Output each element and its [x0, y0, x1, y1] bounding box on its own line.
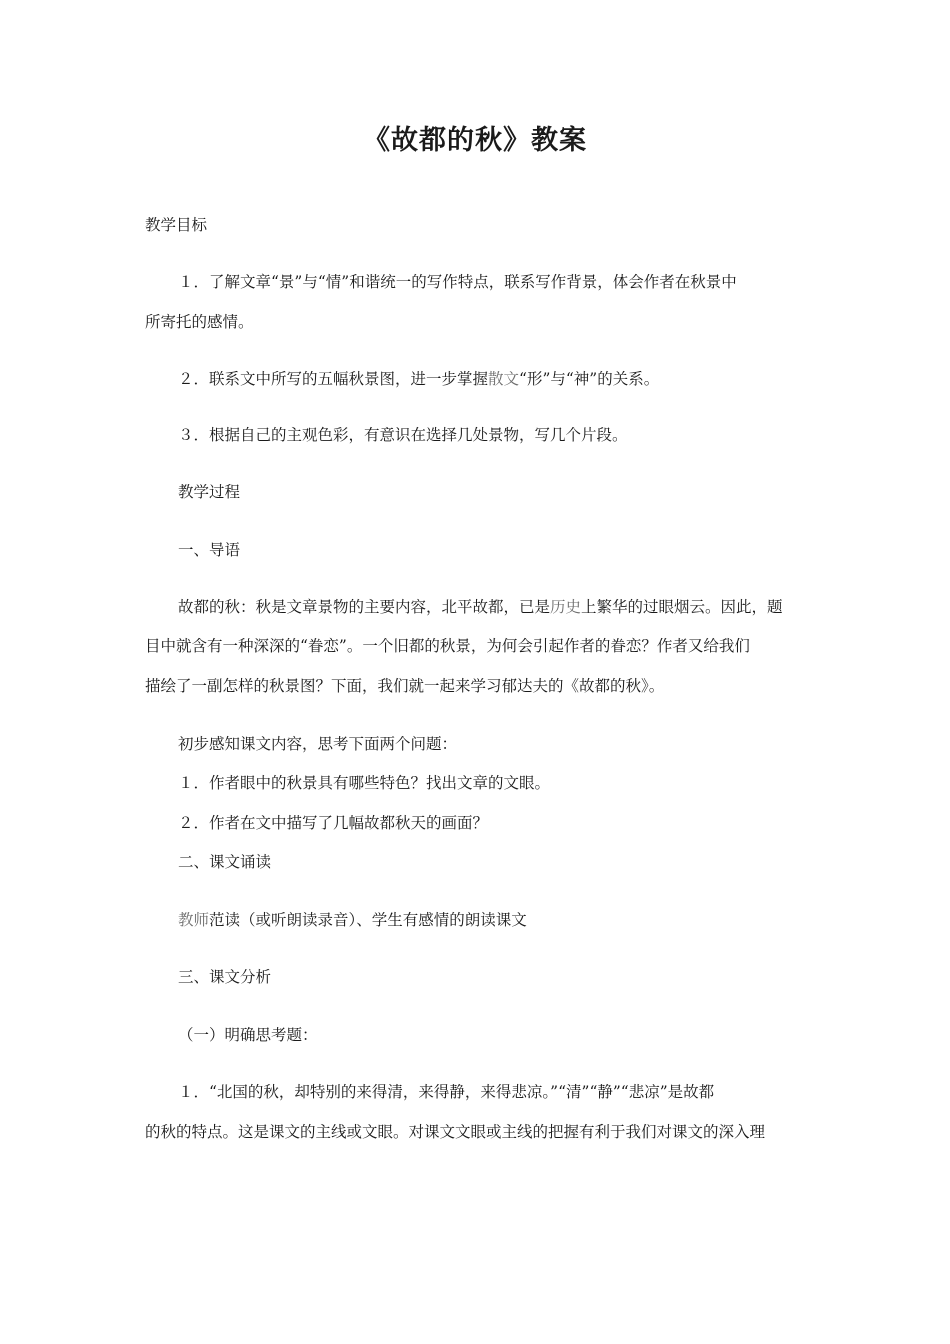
preview-lead: 初步感知课文内容，思考下面两个问题：: [178, 735, 458, 753]
intro-line-1-pre: 故都的秋：秋是文章景物的主要内容，北平故都，已是: [178, 598, 551, 616]
history-link[interactable]: 历史: [550, 598, 582, 616]
document-title: 《故都的秋》教案: [363, 125, 587, 156]
intro-line-1: [178, 597, 783, 617]
intro-line-2: 目中就含有一种深深的“眷恋”。一个旧都的秋景，为何会引起作者的眷恋？作者又给我们: [145, 637, 750, 655]
process-heading: 教学过程: [178, 483, 241, 501]
preview-question-1: １．作者眼中的秋景具有哪些特色？找出文章的文眼。: [178, 774, 551, 792]
reading-text: 范读（或听朗读录音）、学生有感情的朗读课文: [209, 911, 527, 929]
objective-1-line-1: １．了解文章“景”与“情”和谐统一的写作特点，联系写作背景，体会作者在秋景中: [178, 273, 737, 291]
subsection-1-heading: （一）明确思考题：: [178, 1026, 318, 1044]
section-3-heading: 三、课文分析: [178, 968, 272, 986]
objective-2-text-post: “形”与“神”的关系。: [519, 370, 660, 388]
reading-line: [178, 910, 527, 930]
objective-2-text-pre: ２．联系文中所写的五幅秋景图，进一步掌握: [178, 370, 489, 388]
intro-line-3: 描绘了一副怎样的秋景图？下面，我们就一起来学习郁达夫的《故都的秋》。: [145, 677, 665, 695]
objective-1-line-2: 所寄托的感情。: [145, 313, 254, 331]
teacher-link[interactable]: 教师: [178, 911, 210, 929]
objectives-heading: 教学目标: [145, 216, 208, 234]
prose-link[interactable]: 散文: [488, 370, 520, 388]
intro-line-1-post: 上繁华的过眼烟云。因此，题: [581, 598, 783, 616]
section-1-heading: 一、导语: [178, 541, 241, 559]
section-2-heading: 二、课文诵读: [178, 853, 272, 871]
analysis-line-2: 的秋的特点。这是课文的主线或文眼。对课文文眼或主线的把握有利于我们对课文的深入理: [145, 1123, 766, 1141]
objective-3: ３．根据自己的主观色彩，有意识在选择几处景物，写几个片段。: [178, 426, 628, 444]
objective-2: [178, 369, 659, 389]
analysis-line-1: １．“北国的秋，却特别的来得清，来得静，来得悲凉。”“清”“静”“悲凉”是故都: [178, 1083, 715, 1101]
preview-question-2: ２．作者在文中描写了几幅故都秋天的画面？: [178, 814, 489, 832]
